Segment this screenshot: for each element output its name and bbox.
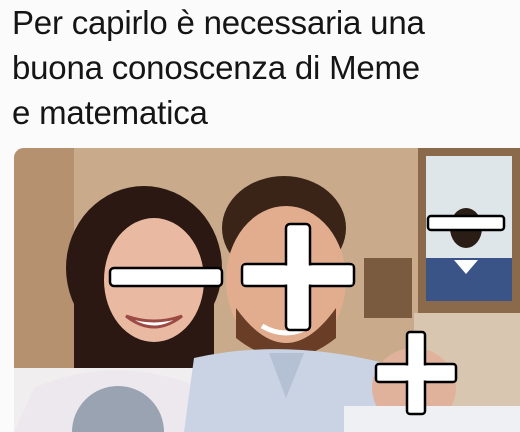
meme-caption — [12, 0, 512, 135]
baby-blanket — [344, 406, 520, 432]
small-frame — [364, 258, 412, 318]
woman-eyes-minus-bar — [110, 268, 222, 286]
caption-line-1: Per capirlo è necessaria una — [12, 4, 425, 41]
portrait-eyes-minus-bar — [428, 216, 504, 230]
meme-photo-illustration — [14, 148, 520, 432]
meme-photo — [14, 148, 520, 432]
caption-line-2: buona conoscenza di Meme — [12, 49, 420, 86]
caption-line-3: e matematica — [12, 94, 208, 131]
